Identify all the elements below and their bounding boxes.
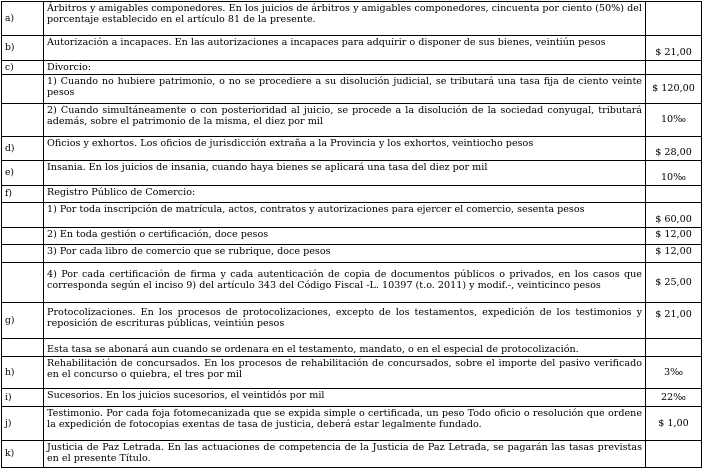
row-letter: g) (2, 302, 44, 338)
row-text: Divorcio: (44, 60, 646, 74)
row-letter: e) (2, 160, 44, 185)
row-amount: $ 120,00 (646, 74, 702, 103)
row-amount: $ 12,00 (646, 228, 702, 245)
table-row (2, 228, 702, 245)
table-row (2, 35, 702, 60)
row-text: Protocolizaciones. En los procesos de protocolizaciones, excepto de los testamentos, expedición de los testimonios y reposición de escrituras públicas, veintiún pesos (44, 302, 646, 338)
row-letter (2, 244, 44, 262)
table-row (2, 338, 702, 357)
row-text: Testimonio. Por cada foja fotomecanizada que se expida simple o certificada, un peso Todo oficio o resolución que ordene la expedición de fotocopias exentas de tasa de justicia, deberá estar legalmente fundado. (44, 406, 646, 440)
table-row (2, 406, 702, 440)
row-letter: b) (2, 35, 44, 60)
row-amount: $ 21,00 (646, 35, 702, 60)
row-letter (2, 104, 44, 137)
row-text: 3) Por cada libro de comercio que se rubrique, doce pesos (44, 244, 646, 262)
row-text: Rehabilitación de concursados. En los procesos de rehabilitación de concursados, sobre el importe del pasivo verificado en el concurso o quiebra, el tres por mil (44, 357, 646, 389)
row-amount: $ 12,00 (646, 244, 702, 262)
fee-table (1, 1, 702, 468)
table-row (2, 60, 702, 74)
row-text: Autorización a incapaces. En las autorizaciones a incapaces para adquirir o disponer de sus bienes, veintiún pesos (44, 35, 646, 60)
row-letter: j) (2, 406, 44, 440)
table-row (2, 160, 702, 185)
row-letter (2, 74, 44, 103)
row-amount (646, 338, 702, 357)
row-text: 4) Por cada certificación de firma y cada autenticación de copia de documentos públicos o privados, en los casos que corresponda según el inciso 9) del artículo 343 del Código Fiscal -L. 10397 (t.o. 2011) y modif.-, veinticinco pesos (44, 262, 646, 302)
fee-table-container (1, 1, 702, 468)
table-row (2, 244, 702, 262)
table-row (2, 136, 702, 160)
row-letter: c) (2, 60, 44, 74)
table-row (2, 2, 702, 36)
row-amount (646, 2, 702, 36)
table-row (2, 186, 702, 203)
table-row (2, 302, 702, 338)
row-amount: 3‰ (646, 357, 702, 389)
row-text: Insania. En los juicios de insania, cuando haya bienes se aplicará una tasa del diez por mil (44, 160, 646, 185)
row-letter: f) (2, 186, 44, 203)
row-text: Oficios y exhortos. Los oficios de jurisdicción extraña a la Provincia y los exhortos, veintiocho pesos (44, 136, 646, 160)
table-row (2, 440, 702, 467)
row-amount: $ 60,00 (646, 202, 702, 227)
row-amount: $ 1,00 (646, 406, 702, 440)
row-letter: d) (2, 136, 44, 160)
table-row (2, 74, 702, 103)
row-amount (646, 440, 702, 467)
row-amount: 10‰ (646, 104, 702, 137)
row-letter (2, 338, 44, 357)
row-text: Justicia de Paz Letrada. En las actuaciones de competencia de la Justicia de Paz Letrada, se pagarán las tasas previstas en el presente Título. (44, 440, 646, 467)
table-row (2, 202, 702, 227)
row-letter: i) (2, 389, 44, 407)
row-amount: 22‰ (646, 389, 702, 407)
row-text: Esta tasa se abonará aun cuando se ordenara en el testamento, mandato, o en el especial de protocolización. (44, 338, 646, 357)
row-text: Árbitros y amigables componedores. En los juicios de árbitros y amigables componedores, cincuenta por ciento (50%) del porcentaje establecido en el artículo 81 de la presente. (44, 2, 646, 36)
row-amount: $ 25,00 (646, 262, 702, 302)
row-amount: $ 28,00 (646, 136, 702, 160)
row-letter (2, 262, 44, 302)
row-text: 2) En toda gestión o certificación, doce pesos (44, 228, 646, 245)
row-text: 1) Por toda inscripción de matrícula, actos, contratos y autorizaciones para ejercer el comercio, sesenta pesos (44, 202, 646, 227)
table-row (2, 262, 702, 302)
row-amount (646, 186, 702, 203)
row-amount: 10‰ (646, 160, 702, 185)
row-amount (646, 60, 702, 74)
row-letter (2, 202, 44, 227)
row-amount: $ 21,00 (646, 302, 702, 338)
table-row (2, 357, 702, 389)
row-text: 1) Cuando no hubiere patrimonio, o no se procediere a su disolución judicial, se tributará una tasa fija de ciento veinte pesos (44, 74, 646, 103)
row-text: 2) Cuando simultáneamente o con posterioridad al juicio, se procede a la disolución de la sociedad conyugal, tributará además, sobre el patrimonio de la misma, el diez por mil (44, 104, 646, 137)
row-letter: k) (2, 440, 44, 467)
row-letter (2, 228, 44, 245)
table-row (2, 389, 702, 407)
row-letter: h) (2, 357, 44, 389)
row-letter: a) (2, 2, 44, 36)
table-row (2, 104, 702, 137)
row-text: Sucesorios. En los juicios sucesorios, el veintidós por mil (44, 389, 646, 407)
row-text: Registro Público de Comercio: (44, 186, 646, 203)
